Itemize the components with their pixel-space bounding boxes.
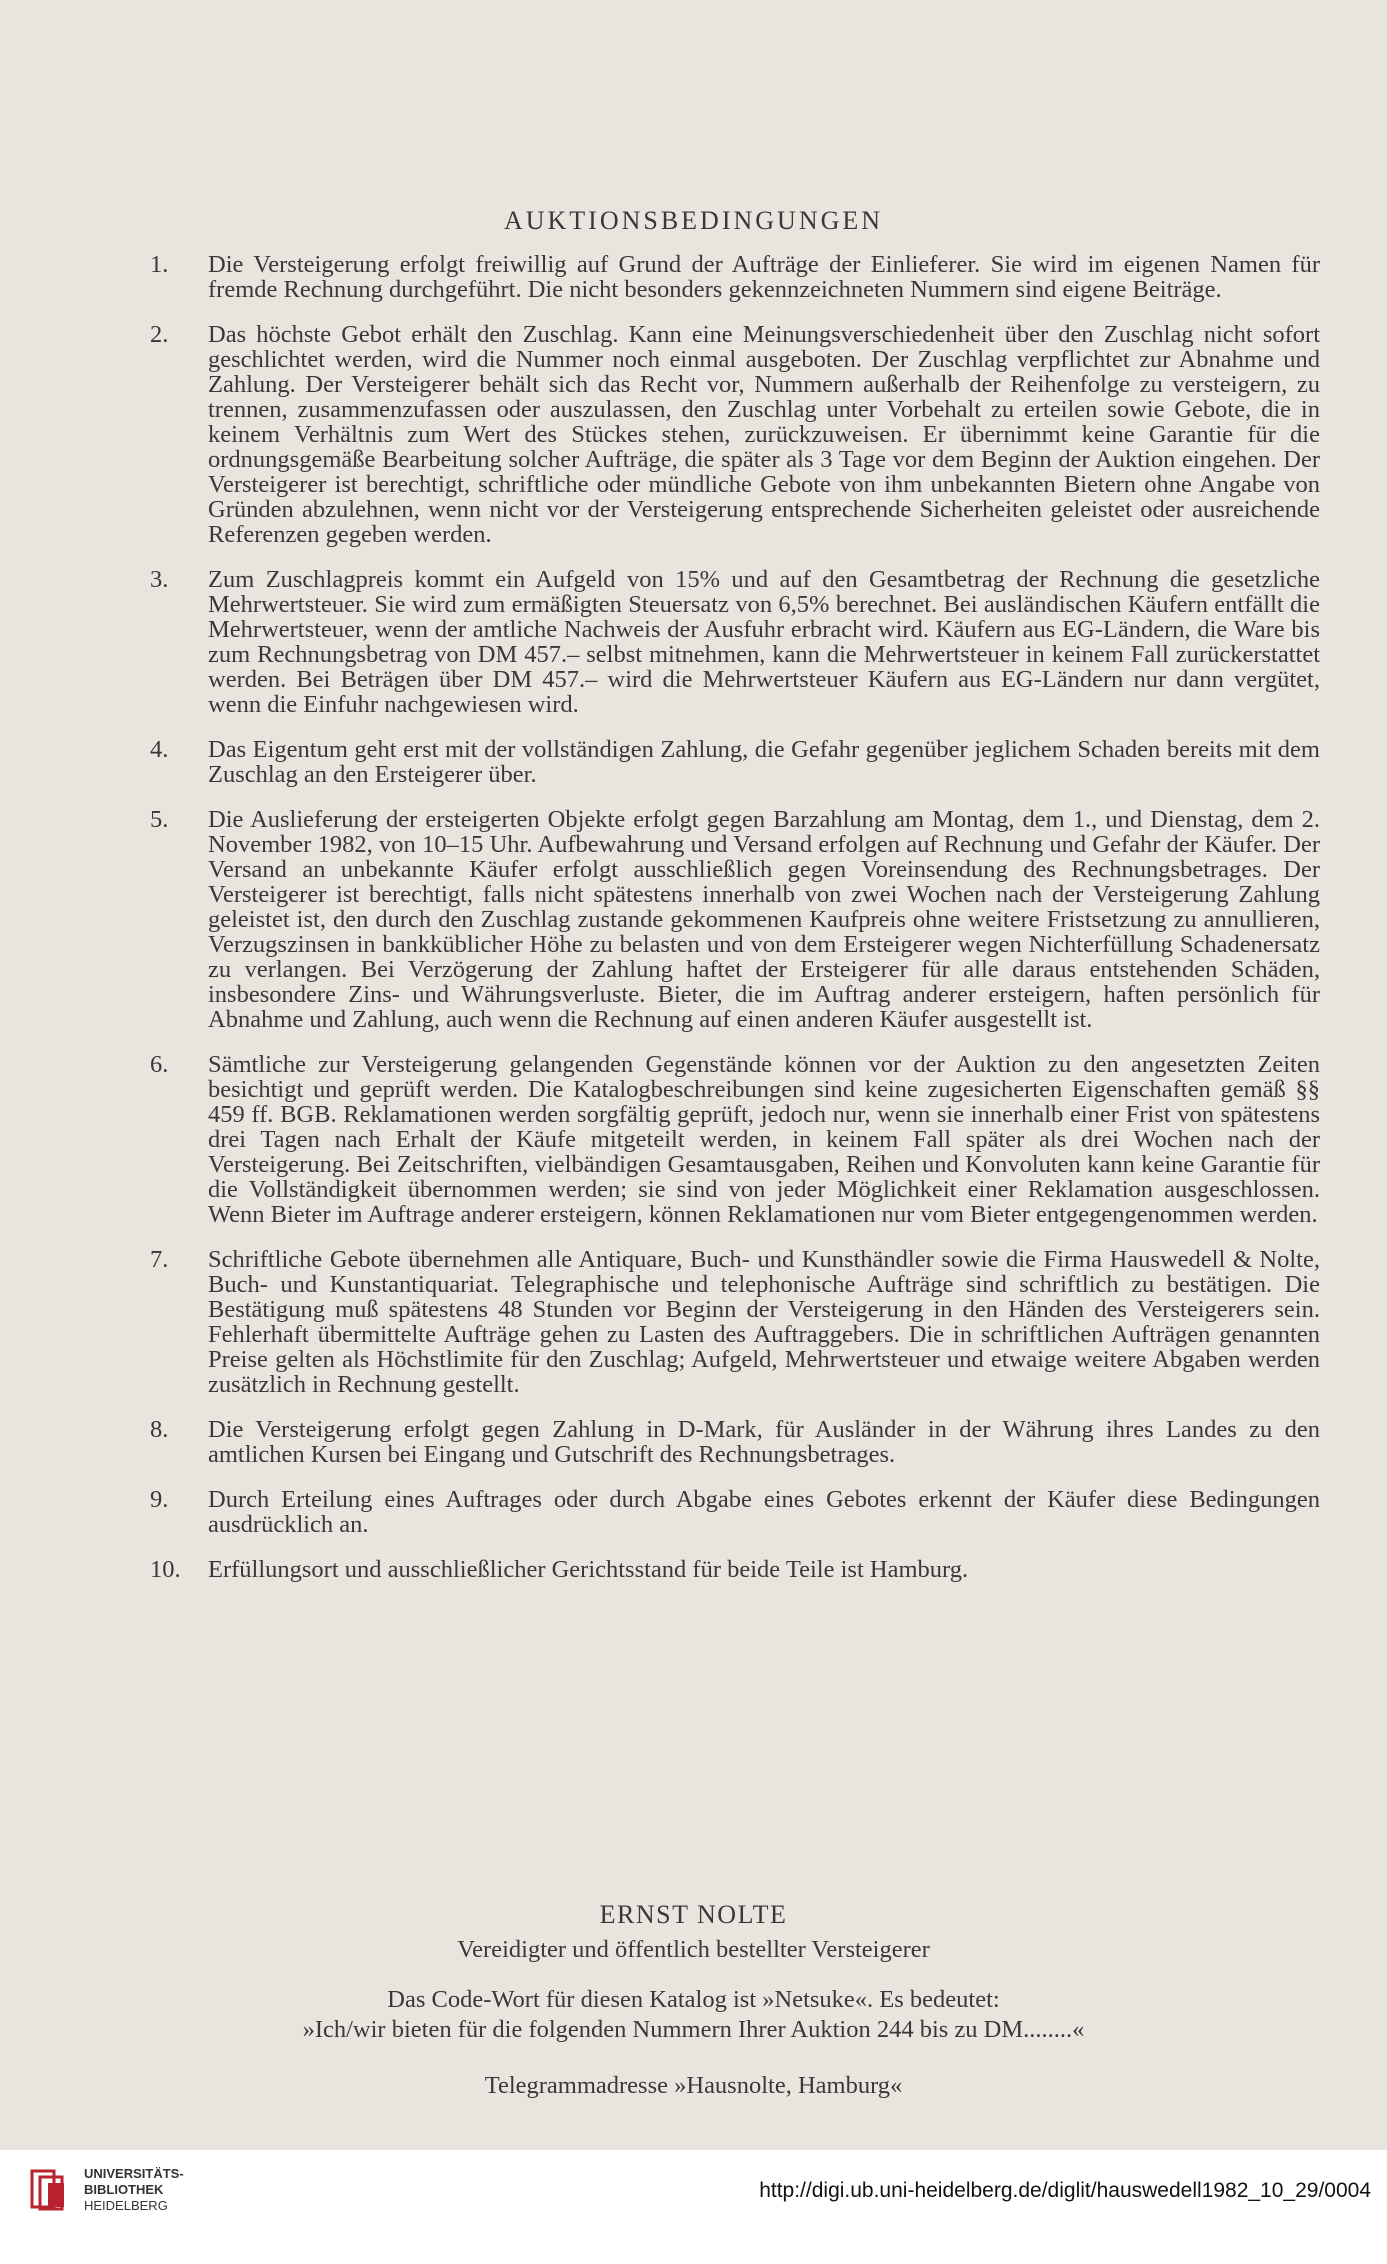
clause-number: 6. xyxy=(150,1051,169,1078)
clause-number: 7. xyxy=(150,1246,169,1273)
clause-text: Durch Erteilung eines Auftrages oder durch Abgabe eines Gebotes erkennt der Käufer diese Bedingungen ausdrücklich an. xyxy=(208,1486,1320,1538)
code-word-intro: Das Code-Wort für diesen Katalog ist »Netsuke«. Es bedeutet: xyxy=(387,1986,1000,2013)
clause-number: 3. xyxy=(150,566,169,593)
clause-text: Zum Zuschlagpreis kommt ein Aufgeld von 15% und auf den Gesamtbetrag der Rechnung die gesetzliche Mehrwertsteuer. Sie wird zum ermäßigten Steuersatz von 6,5% berechnet. Bei ausländischen Käufern entfällt die Mehrwertsteuer, wenn der amtliche Nachweis der Ausfuhr erbracht wird. Käufern aus EG-Ländern, die Ware bis zum Rechnungsbetrag von DM 457.– selbst mitnehmen, kann die Mehrwertsteuer in keinem Fall zurückerstattet werden. Bei Beträgen über DM 457.– wird die Mehrwertsteuer Käufern aus EG-Ländern nur dann vergütet, wenn die Einfuhr nachgewiesen wird. xyxy=(208,566,1320,718)
page-title: AUKTIONSBEDINGUNGEN xyxy=(503,206,884,235)
clause-item xyxy=(150,567,1320,717)
clause-text: Das Eigentum geht erst mit der vollständigen Zahlung, die Gefahr gegenüber jeglichem Schaden bereits mit dem Zuschlag an den Ersteigerer über. xyxy=(208,736,1320,788)
clause-item xyxy=(150,737,1320,787)
clause-item xyxy=(150,1052,1320,1227)
clause-item xyxy=(150,1417,1320,1467)
clause-number: 5. xyxy=(150,806,169,833)
clause-number: 10. xyxy=(150,1556,181,1583)
clause-item xyxy=(150,322,1320,547)
clause-number: 4. xyxy=(150,736,169,763)
clause-text: Sämtliche zur Versteigerung gelangenden Gegenstände können vor der Auktion zu den angesetzten Zeiten besichtigt und geprüft werden. Die Katalogbeschreibungen sind keine zugesicherten Eigenschaften gemäß §§ 459 ff. BGB. Reklamationen werden sorgfältig geprüft, jedoch nur, wenn sie innerhalb einer Frist von spätestens drei Tagen nach Erhalt der Käufe mitgeteilt werden, in keinem Fall später als drei Wochen nach der Versteigerung. Bei Zeitschriften, vielbändigen Gesamtausgaben, Reihen und Konvoluten kann keine Garantie für die Vollständigkeit übernommen werden; sie sind von jeder Möglichkeit einer Reklamation ausgeschlossen. Wenn Bieter im Auftrage anderer ersteigern, können Reklamationen nur vom Bieter entgegengenommen werden. xyxy=(208,1051,1320,1228)
clause-text: Erfüllungsort und ausschließlicher Gerichtsstand für beide Teile ist Hamburg. xyxy=(208,1556,969,1583)
clause-item xyxy=(150,1557,1320,1582)
logo-line-3: HEIDELBERG xyxy=(84,2198,168,2213)
library-logo[interactable] xyxy=(30,2166,184,2214)
clause-text: Die Versteigerung erfolgt gegen Zahlung in D-Mark, für Ausländer in der Währung ihres Landes zu den amtlichen Kursen bei Eingang und Gutschrift des Rechnungsbetrages. xyxy=(208,1416,1320,1468)
clause-number: 2. xyxy=(150,321,169,348)
clause-item xyxy=(150,1247,1320,1397)
clause-number: 8. xyxy=(150,1416,169,1443)
clause-item xyxy=(150,807,1320,1032)
clause-text: Das höchste Gebot erhält den Zuschlag. Kann eine Meinungsverschiedenheit über den Zuschlag nicht sofort geschlichtet werden, wird die Nummer noch einmal ausgeboten. Der Zuschlag verpflichtet zur Abnahme und Zahlung. Der Versteigerer behält sich das Recht vor, Nummern außerhalb der Reihenfolge zu versteigern, zu trennen, zusammenzufassen oder auszulassen, den Zuschlag unter Vorbehalt zu erteilen sowie Gebote, die in keinem Verhältnis zum Wert des Stückes stehen, zurückzuweisen. Er übernimmt keine Garantie für die ordnungsgemäße Bearbeitung solcher Aufträge, die später als 3 Tage vor dem Beginn der Auktion eingehen. Der Versteigerer ist berechtigt, schriftliche oder mündliche Gebote von ihm unbekannten Bietern ohne Angabe von Gründen abzulehnen, wenn nicht vor der Versteigerung entsprechende Sicherheiten geleistet oder ausreichende Referenzen gegeben werden. xyxy=(208,321,1320,548)
heidelberg-library-logo-icon xyxy=(30,2167,72,2213)
clause-item xyxy=(150,1487,1320,1537)
code-word-meaning: »Ich/wir bieten für die folgenden Nummern Ihrer Auktion 244 bis zu DM........« xyxy=(302,2016,1085,2043)
logo-line-1: UNIVERSITÄTS- xyxy=(84,2166,184,2181)
clause-text: Schriftliche Gebote übernehmen alle Antiquare, Buch- und Kunsthändler sowie die Firma Hauswedell & Nolte, Buch- und Kunstantiquariat. Telegraphische und telephonische Aufträge sind schriftlich zu bestätigen. Die Bestätigung muß spätestens 48 Stunden vor Beginn der Versteigerung in den Händen des Versteigerers sein. Fehlerhaft übermittelte Aufträge gehen zu Lasten des Auftraggebers. Die in schriftlichen Aufträgen genannten Preise gelten als Höchstlimite für den Zuschlag; Aufgeld, Mehrwertsteuer und etwaige weitere Abgaben werden zusätzlich in Rechnung gestellt. xyxy=(208,1246,1320,1398)
telegram-address: Telegrammadresse »Hausnolte, Hamburg« xyxy=(484,2072,903,2099)
clause-text: Die Versteigerung erfolgt freiwillig auf Grund der Aufträge der Einlieferer. Sie wird im eigenen Namen für fremde Rechnung durchgeführt. Die nicht besonders gekennzeichneten Nummern sind eigene Beiträge. xyxy=(208,251,1320,303)
clause-item xyxy=(150,252,1320,302)
clause-text: Die Auslieferung der ersteigerten Objekte erfolgt gegen Barzahlung am Montag, dem 1., und Dienstag, dem 2. November 1982, von 10–15 Uhr. Aufbewahrung und Versand erfolgen auf Rechnung und Gefahr der Käufer. Der Versand an unbekannte Käufer erfolgt ausschließlich gegen Voreinsendung des Rechnungsbetrages. Der Versteigerer ist berechtigt, falls nicht spätestens innerhalb von zwei Wochen nach der Versteigerung Zahlung geleistet ist, den durch den Zuschlag zustande gekommenen Kaufpreis ohne weitere Fristsetzung zu annullieren, Verzugszinsen in bankküblicher Höhe zu belasten und von dem Ersteigerer wegen Nichterfüllung Schadenersatz zu verlangen. Bei Verzögerung der Zahlung haftet der Ersteigerer für alle daraus entstehenden Schäden, insbesondere Zins- und Währungsverluste. Bieter, die im Auftrag anderer ersteigern, haften persönlich für Abnahme und Zahlung, auch wenn die Rechnung auf einen anderen Käufer ausgestellt ist. xyxy=(208,806,1320,1033)
source-url-link[interactable]: http://digi.ub.uni-heidelberg.de/diglit/hauswedell1982_10_29/0004 xyxy=(759,2179,1371,2202)
logo-line-2: BIBLIOTHEK xyxy=(84,2182,164,2197)
clause-list xyxy=(150,252,1320,1602)
clause-number: 1. xyxy=(150,251,169,278)
viewer-footer-bar xyxy=(0,2150,1387,2264)
signer-title: Vereidigter und öffentlich bestellter Versteigerer xyxy=(457,1936,930,1963)
clause-number: 9. xyxy=(150,1486,169,1513)
signer-name: ERNST NOLTE xyxy=(599,1900,788,1929)
